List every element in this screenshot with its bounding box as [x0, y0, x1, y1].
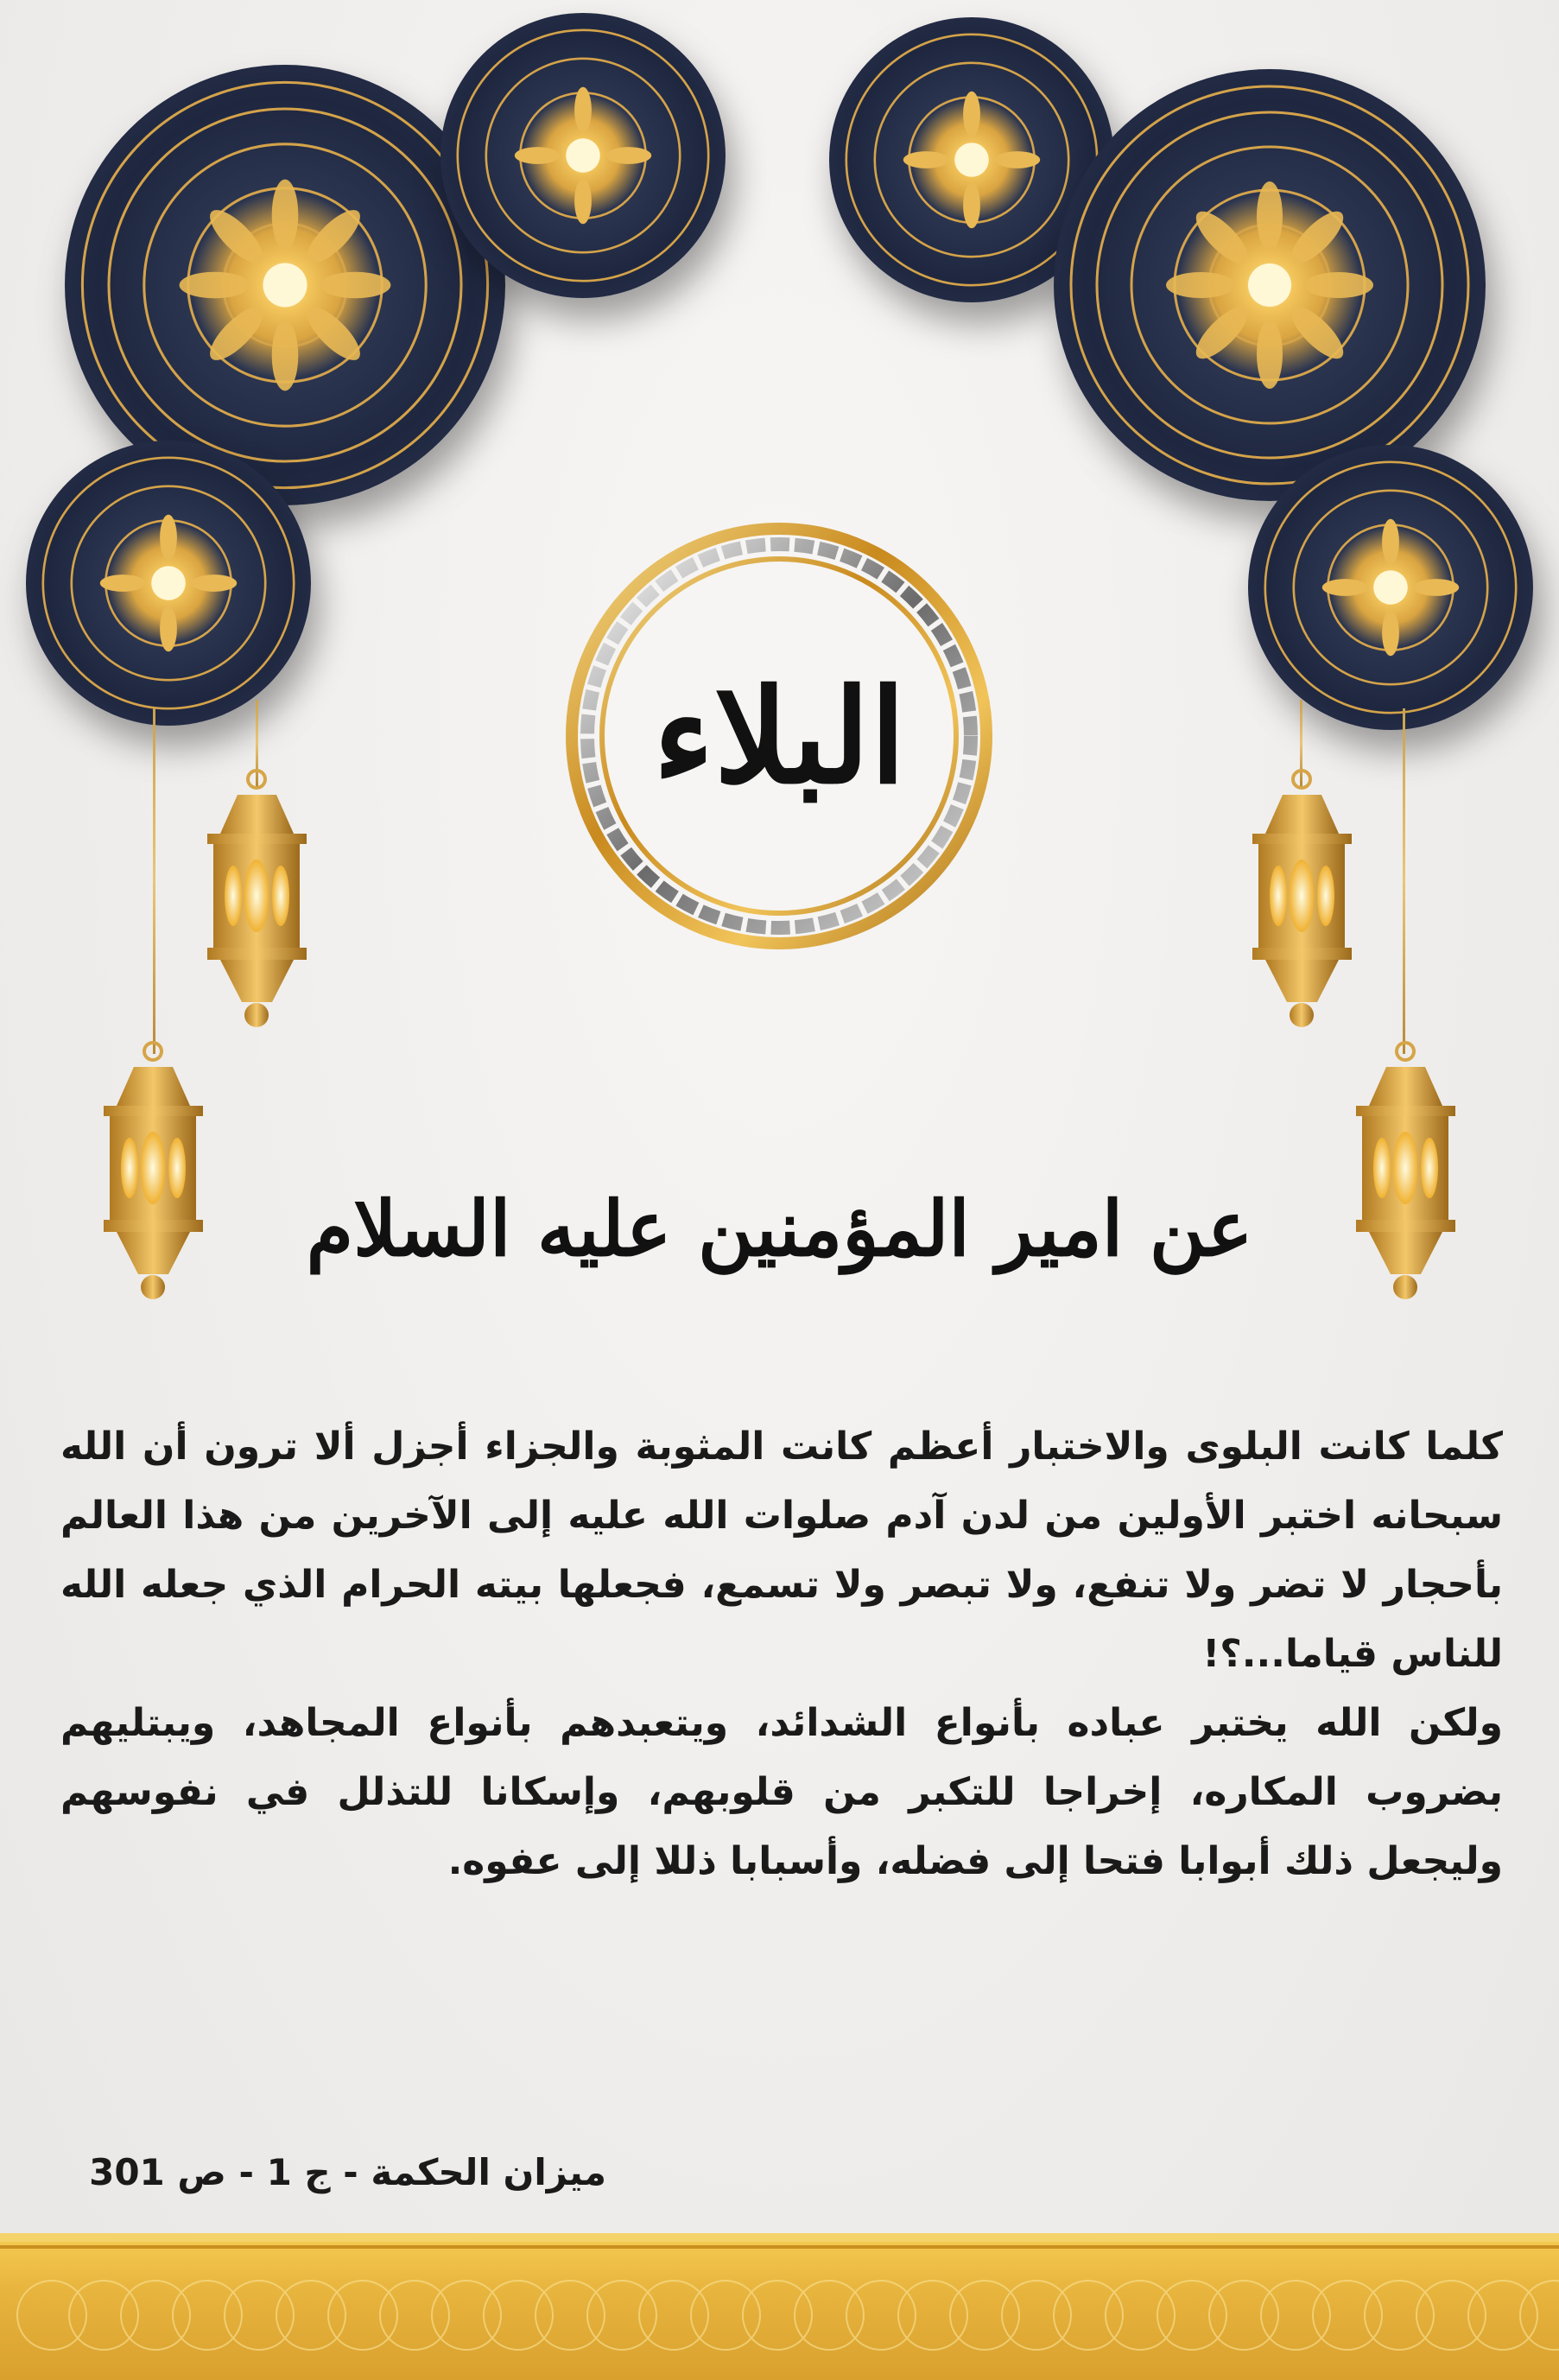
mandala-icon: [26, 441, 311, 726]
mandala-icon: [1054, 69, 1486, 501]
mandala-icon: [1248, 445, 1533, 730]
hadith-text: [60, 1412, 1503, 1896]
source-citation: ميزان الحكمة - ج 1 - ص 301: [89, 2151, 606, 2193]
footer-pattern-band: [0, 2233, 1559, 2380]
mandala-icon: [440, 13, 726, 298]
lantern-icon: [186, 769, 328, 1063]
paragraph: ولكن الله يختبر عباده بأنواع الشدائد، ويتعبدهم بأنواع المجاهد، ويبتليهم بضروب المكاره، إخراجا للتكبر من قلوبهم، وإسكانا للتذلل في نفوسهم وليجعل ذلك أبوابا فتحا إلى فضله، وأسبابا ذللا إلى عفوه.: [60, 1701, 1503, 1883]
paragraph: كلما كانت البلوى والاختبار أعظم كانت المثوبة والجزاء أجزل ألا ترون أن الله سبحانه اختبر الأولين من لدن آدم صلوات الله عليه إلى الآخرين من هذا العالم بأحجار لا تضر ولا تنفع، ولا تبصر ولا تسمع، فجعلها بيته الحرام الذي جعله الله للناس قياما...؟!: [60, 1425, 1503, 1676]
emblem-title: البلاء: [653, 660, 906, 813]
lantern-icon: [82, 1041, 225, 1335]
page-title: عن امير المؤمنين عليه السلام: [306, 1184, 1253, 1273]
mandala-icon: [65, 65, 505, 505]
lantern-chain: [1403, 708, 1405, 1054]
lantern-chain: [153, 708, 155, 1054]
lantern-icon: [1231, 769, 1373, 1063]
lantern-icon: [1334, 1041, 1477, 1335]
